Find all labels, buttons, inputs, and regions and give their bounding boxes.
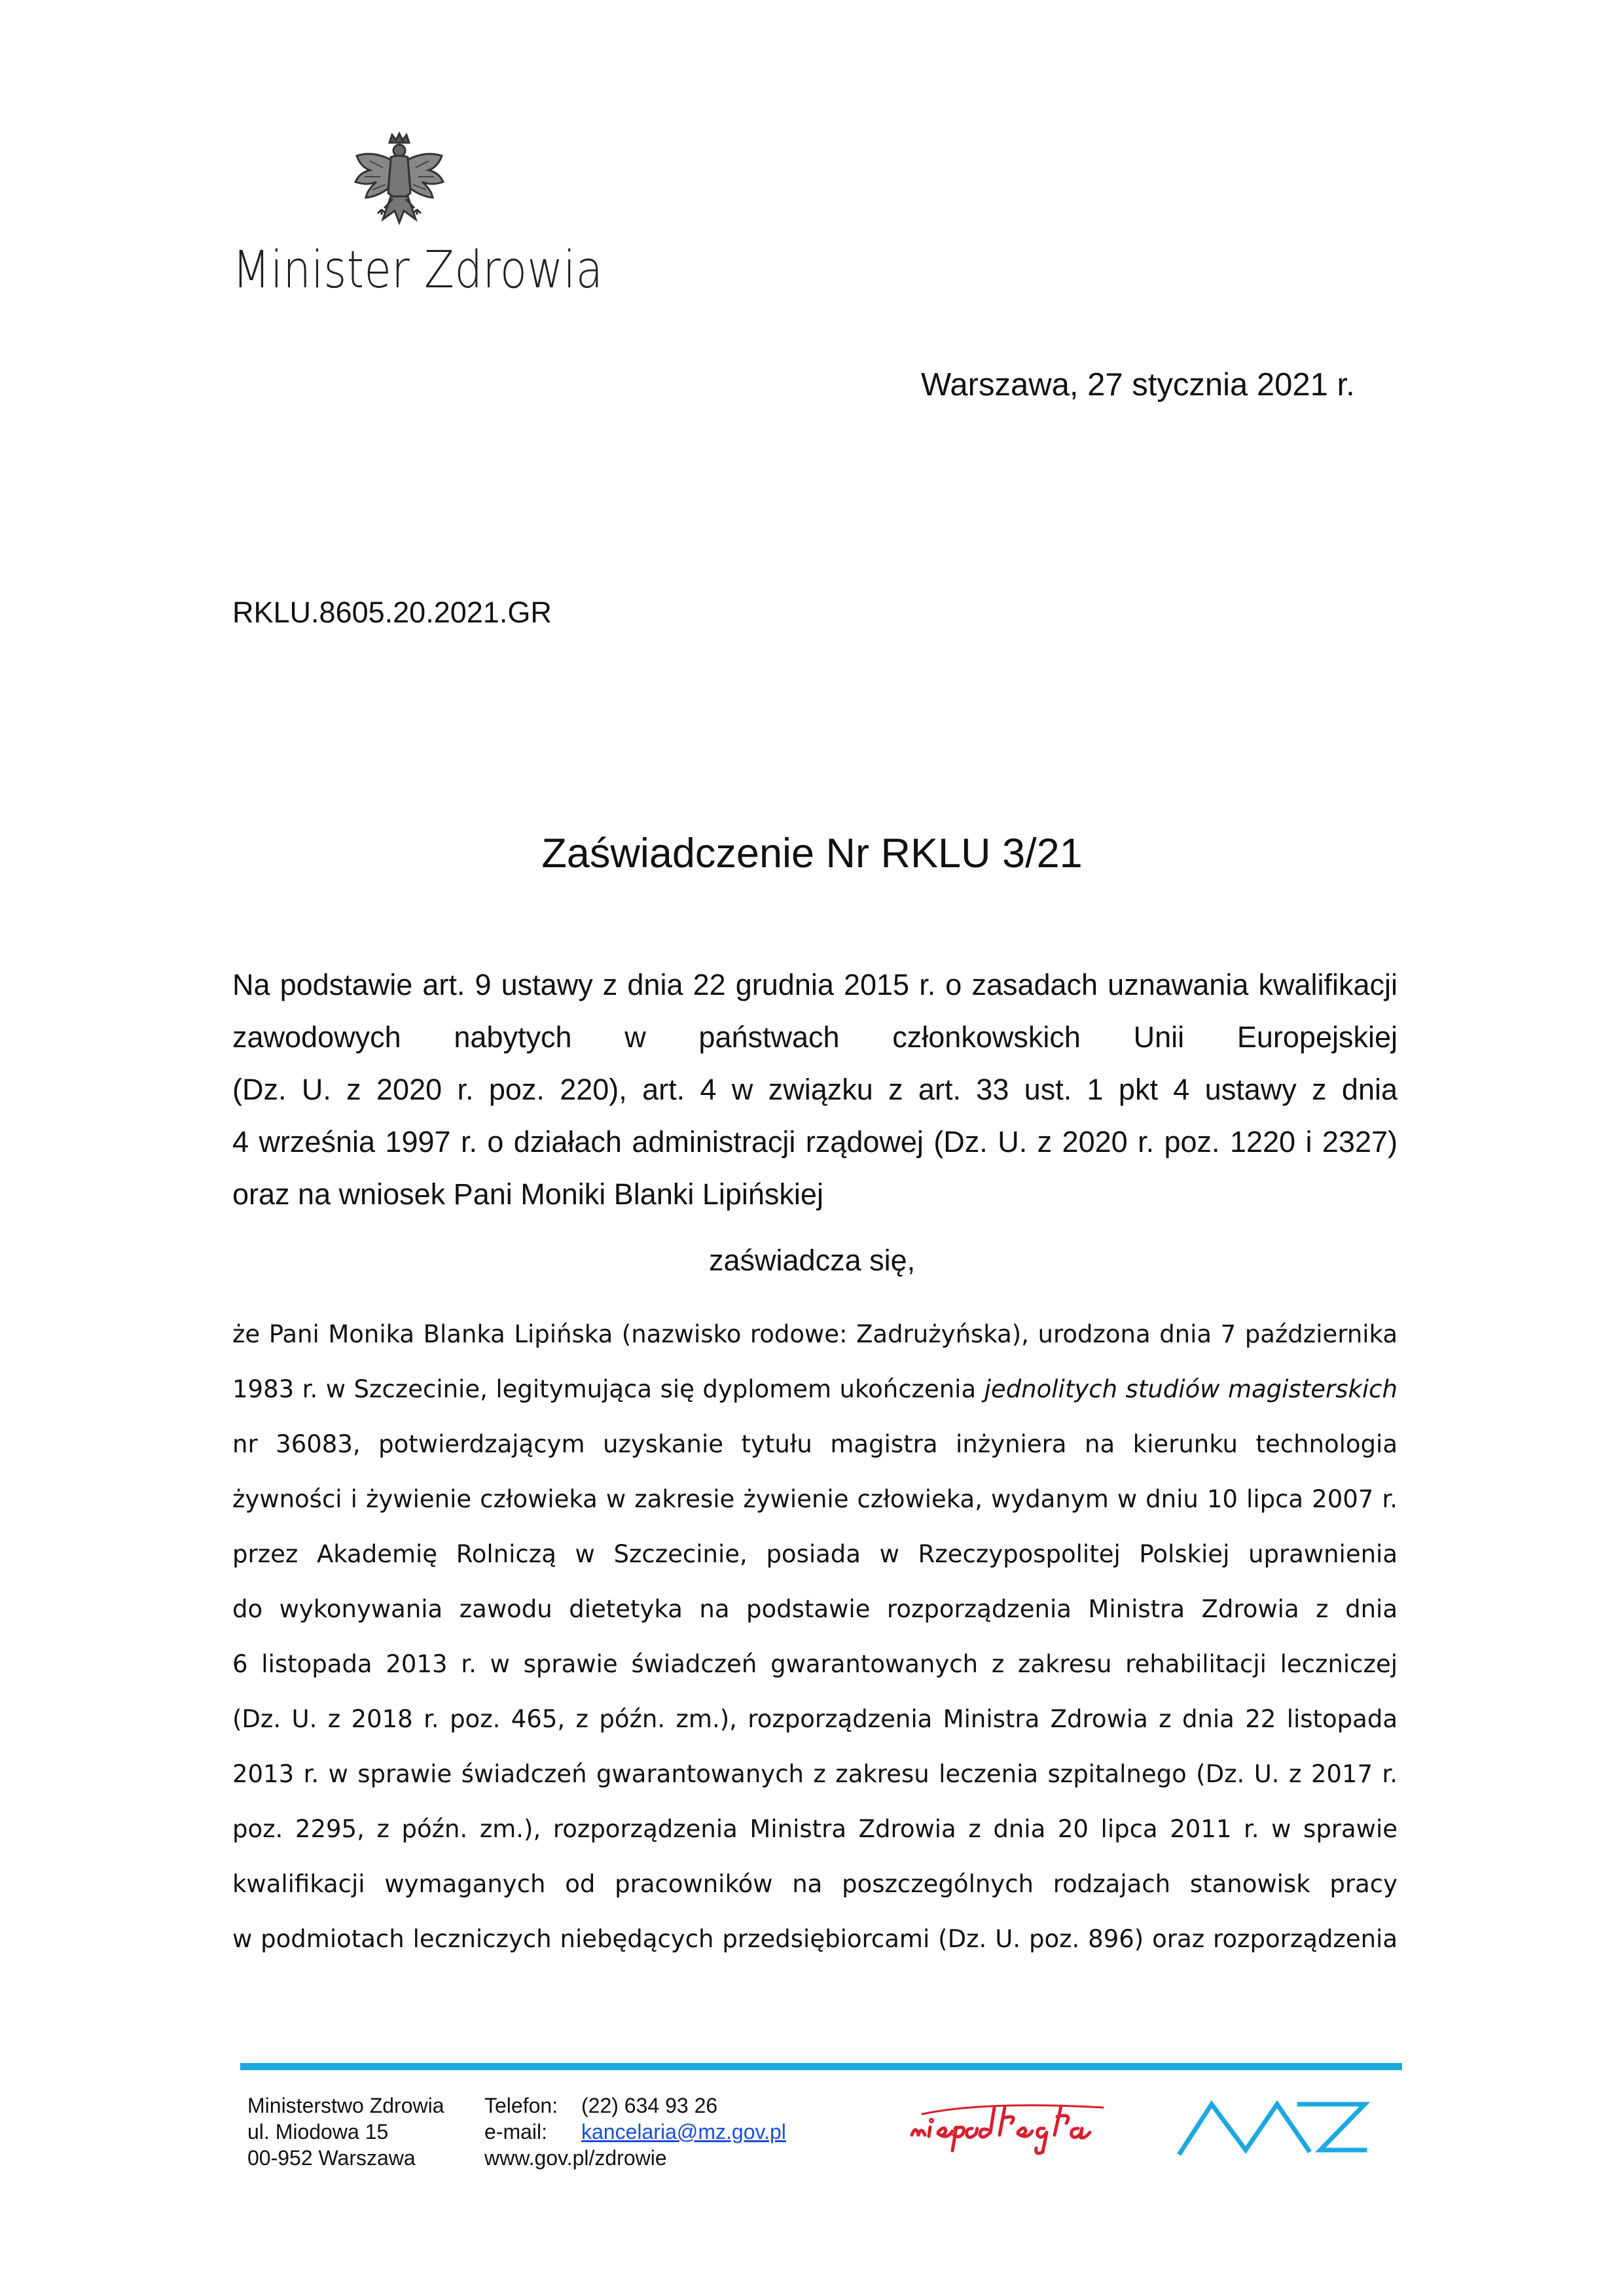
- document-title: Zaświadczenie Nr RKLU 3/21: [541, 831, 1083, 876]
- certificate-line: przez Akademię Rolniczą w Szczecinie, posiada w Rzeczypospolitej Polskiej uprawnienia: [232, 1540, 1398, 1568]
- footer-address-line: 00-952 Warszawa: [247, 2146, 416, 2170]
- footer-contact-values: [581, 2092, 786, 2145]
- footer-address-line: Ministerstwo Zdrowia: [247, 2094, 444, 2117]
- certificate-line: 6 listopada 2013 r. w sprawie świadczeń gwarantowanych z zakresu rehabilitacji leczniczej: [232, 1650, 1398, 1678]
- polish-eagle-emblem-icon: [350, 131, 448, 239]
- ministry-title: Minister Zdrowia: [232, 241, 604, 300]
- phone-label: Telefon:: [484, 2094, 558, 2117]
- certificate-line: do wykonywania zawodu dietetyka na podstawie rozporządzenia Ministra Zdrowia z dnia: [232, 1595, 1398, 1623]
- footer-divider: [240, 2063, 1402, 2070]
- certificate-line: w podmiotach leczniczych niebędących przedsiębiorcami (Dz. U. poz. 896) oraz rozporządzenia: [232, 1925, 1398, 1953]
- certificate-line: żywności i żywienie człowieka w zakresie żywienie człowieka, wydanym w dniu 10 lipca 2007 r.: [232, 1485, 1398, 1513]
- study-type-italic: jednolitych studiów magisterskich: [984, 1375, 1398, 1403]
- legal-basis-line: (Dz. U. z 2020 r. poz. 220), art. 4 w związku z art. 33 ust. 1 pkt 4 ustawy z dnia: [232, 1073, 1398, 1106]
- place-date: Warszawa, 27 stycznia 2021 r.: [921, 367, 1355, 403]
- email-label: e-mail:: [484, 2120, 548, 2144]
- legal-basis-line: 4 września 1997 r. o działach administracji rządowej (Dz. U. z 2020 r. poz. 1220 i 2327): [232, 1125, 1398, 1158]
- certificate-line: kwalifikacji wymaganych od pracowników na poszczególnych rodzajach stanowisk pracy: [232, 1870, 1398, 1898]
- footer-address: [247, 2092, 444, 2171]
- certificate-line: nr 36083, potwierdzającym uzyskanie tytułu magistra inżyniera na kierunku technologia: [232, 1430, 1398, 1458]
- reference-number: RKLU.8605.20.2021.GR: [232, 596, 552, 629]
- mz-logo-icon: [1175, 2098, 1378, 2157]
- website-link[interactable]: www.gov.pl/zdrowie: [484, 2146, 667, 2170]
- certificate-body-paragraph: [232, 1307, 1398, 1967]
- certificate-line: (Dz. U. z 2018 r. poz. 465, z późn. zm.), rozporządzenia Ministra Zdrowia z dnia 22 listopada: [232, 1705, 1398, 1733]
- legal-basis-line: Na podstawie art. 9 ustawy z dnia 22 grudnia 2015 r. o zasadach uznawania kwalifikacji: [232, 968, 1398, 1001]
- certificate-line: 2013 r. w sprawie świadczeń gwarantowanych z zakresu leczenia szpitalnego (Dz. U. z 2017 r.: [232, 1760, 1398, 1788]
- certificate-line: [232, 1362, 1398, 1417]
- certifies-statement: zaświadcza się,: [709, 1244, 916, 1277]
- legal-basis-paragraph: [232, 959, 1398, 1221]
- phone-value: (22) 634 93 26: [581, 2094, 718, 2117]
- niepodlegla-logo-icon: [907, 2088, 1129, 2160]
- email-link[interactable]: kancelaria@mz.gov.pl: [581, 2120, 786, 2144]
- certificate-line-text: 1983 r. w Szczecinie, legitymująca się dyplomem ukończenia: [232, 1375, 984, 1403]
- legal-basis-line: zawodowych nabytych w państwach członkowskich Unii Europejskiej: [232, 1020, 1398, 1054]
- certificate-line: poz. 2295, z późn. zm.), rozporządzenia Ministra Zdrowia z dnia 20 lipca 2011 r. w sprawie: [232, 1815, 1398, 1843]
- legal-basis-line: oraz na wniosek Pani Moniki Blanki Lipińskiej: [232, 1177, 823, 1211]
- footer-address-line: ul. Miodowa 15: [247, 2120, 389, 2144]
- certificate-line: że Pani Monika Blanka Lipińska (nazwisko rodowe: Zadrużyńska), urodzona dnia 7 października: [232, 1320, 1398, 1348]
